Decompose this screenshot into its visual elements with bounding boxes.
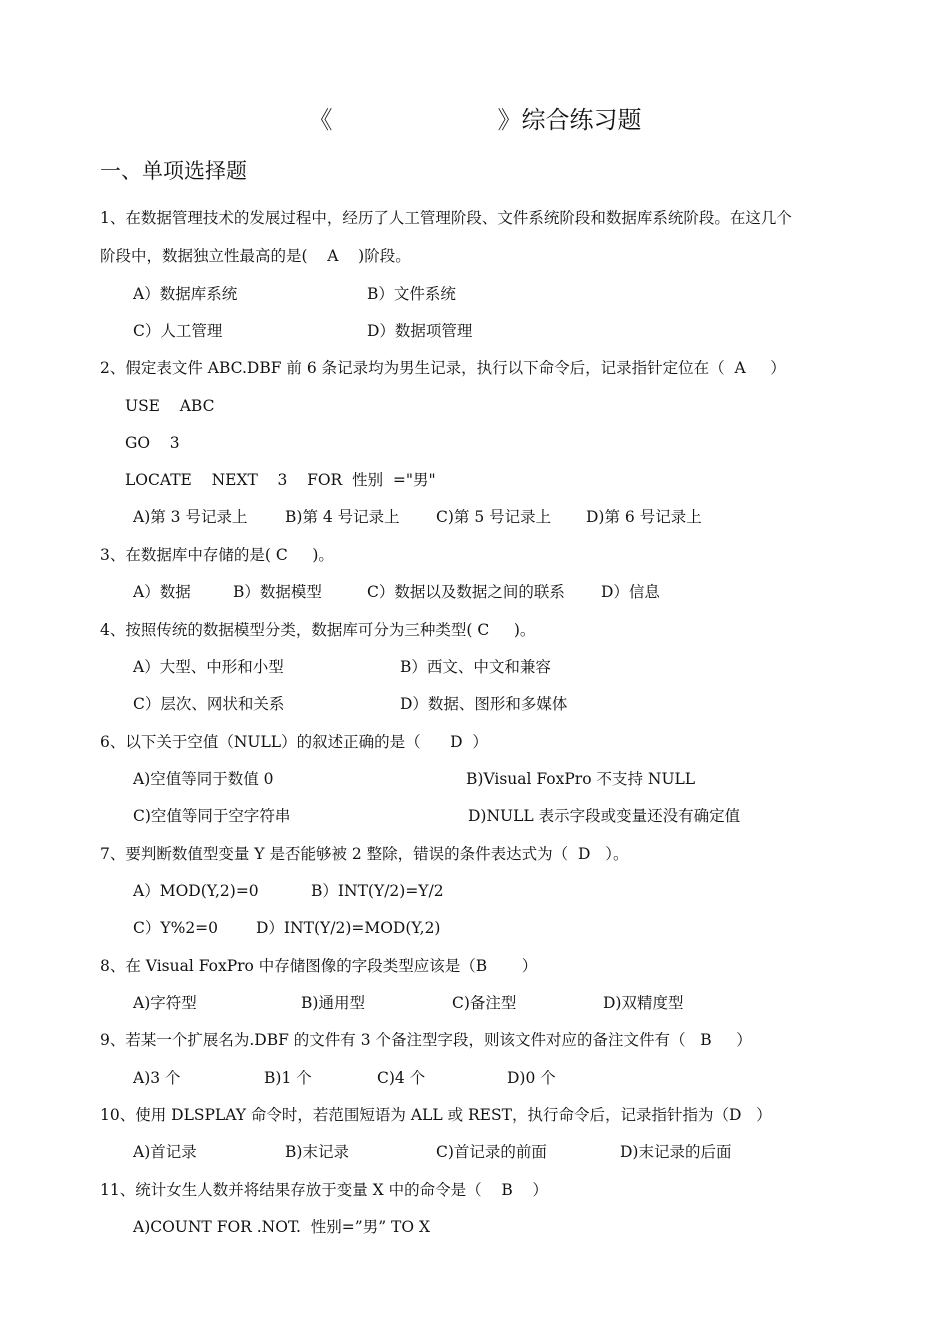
question-7-option-d: D）INT(Y/2)=MOD(Y,2) — [256, 919, 441, 937]
question-9-option-a: A)3 个 — [133, 1069, 181, 1087]
question-6-option-a: A)空值等同于数值 0 — [133, 770, 274, 788]
question-2-option-d: D)第 6 号记录上 — [586, 508, 702, 526]
question-4-option-c: C）层次、网状和关系 — [133, 695, 285, 713]
question-1-stem-line1: 1、在数据管理技术的发展过程中，经历了人工管理阶段、文件系统阶段和数据库系统阶段。在这几个 — [100, 209, 792, 227]
question-3-option-c: C）数据以及数据之间的联系 — [367, 583, 565, 601]
question-3-option-b: B）数据模型 — [233, 583, 322, 601]
question-6-stem: 6、以下关于空值（NULL）的叙述正确的是（ D ） — [100, 733, 488, 751]
question-9-option-c: C)4 个 — [377, 1069, 426, 1087]
question-3-stem: 3、在数据库中存储的是( C )。 — [100, 546, 334, 564]
question-6-option-b: B)Visual FoxPro 不支持 NULL — [466, 770, 696, 788]
title-text: 》综合练习题 — [497, 106, 642, 134]
question-9-option-b: B)1 个 — [264, 1069, 312, 1087]
question-2-code-line3: LOCATE NEXT 3 FOR 性别 ="男" — [125, 471, 436, 489]
question-8-option-a: A)字符型 — [133, 994, 197, 1012]
question-8-option-c: C)备注型 — [452, 994, 517, 1012]
question-4-option-a: A）大型、中形和小型 — [133, 658, 284, 676]
question-11-option-a: A)COUNT FOR .NOT. 性别=”男” TO X — [133, 1218, 431, 1236]
question-10-option-b: B)末记录 — [285, 1143, 349, 1161]
question-3-option-d: D）信息 — [601, 583, 660, 601]
question-4-stem: 4、按照传统的数据模型分类，数据库可分为三种类型( C )。 — [100, 621, 536, 639]
question-4-option-b: B）西文、中文和兼容 — [400, 658, 551, 676]
question-10-option-a: A)首记录 — [133, 1143, 197, 1161]
question-4-option-d: D）数据、图形和多媒体 — [400, 695, 568, 713]
question-2-code-line1: USE ABC — [125, 397, 215, 415]
question-9-option-d: D)0 个 — [507, 1069, 556, 1087]
question-7-option-c: C）Y%2=0 — [133, 919, 219, 937]
question-8-option-b: B)通用型 — [301, 994, 365, 1012]
question-2-option-c: C)第 5 号记录上 — [436, 508, 552, 526]
question-3-option-a: A）数据 — [133, 583, 191, 601]
question-8-stem: 8、在 Visual FoxPro 中存储图像的字段类型应该是（B ） — [100, 957, 538, 975]
question-6-option-c: C)空值等同于空字符串 — [133, 807, 291, 825]
question-8-option-d: D)双精度型 — [603, 994, 684, 1012]
question-1-option-b: B）文件系统 — [367, 285, 456, 303]
question-1-option-a: A）数据库系统 — [133, 285, 238, 303]
question-2-stem: 2、假定表文件 ABC.DBF 前 6 条记录均为男生记录，执行以下命令后，记录指针定位在（ A ） — [100, 359, 786, 377]
question-2-code-line2: GO 3 — [125, 434, 180, 452]
question-10-stem: 10、使用 DLSPLAY 命令时，若范围短语为 ALL 或 REST，执行命令后，记录指针指为（D ） — [100, 1106, 772, 1124]
question-10-option-d: D)末记录的后面 — [620, 1143, 732, 1161]
question-10-option-c: C)首记录的前面 — [436, 1143, 547, 1161]
question-2-option-a: A)第 3 号记录上 — [133, 508, 248, 526]
title-left-bracket: 《 — [308, 106, 333, 134]
question-1-option-d: D）数据项管理 — [367, 322, 473, 340]
question-7-option-b: B）INT(Y/2)=Y/2 — [311, 882, 444, 900]
question-7-option-a: A）MOD(Y,2)=0 — [133, 882, 259, 900]
question-6-option-d: D)NULL 表示字段或变量还没有确定值 — [468, 807, 741, 825]
question-1-stem-line2: 阶段中，数据独立性最高的是( A )阶段。 — [100, 247, 411, 265]
question-9-stem: 9、若某一个扩展名为.DBF 的文件有 3 个备注型字段，则该文件对应的备注文件有（ B ） — [100, 1031, 752, 1049]
question-2-option-b: B)第 4 号记录上 — [285, 508, 400, 526]
question-7-stem: 7、要判断数值型变量 Y 是否能够被 2 整除，错误的条件表达式为（ D ）。 — [100, 845, 629, 863]
section-heading: 一、单项选择题 — [100, 159, 247, 183]
question-11-stem: 11、统计女生人数并将结果存放于变量 X 中的命令是（ B ） — [100, 1181, 548, 1199]
document-title — [0, 100, 950, 135]
question-1-option-c: C）人工管理 — [133, 322, 223, 340]
